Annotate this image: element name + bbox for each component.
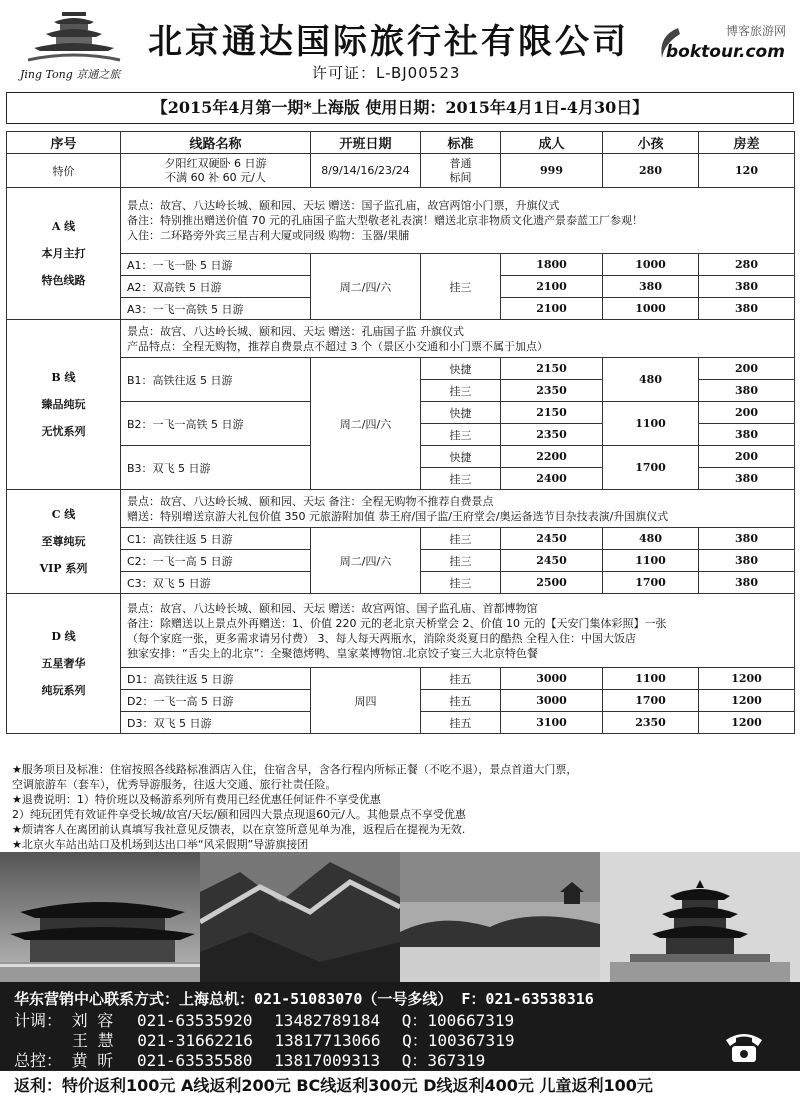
- company-name: 北京通达国际旅行社有限公司: [148, 22, 629, 62]
- photo-strip: [0, 852, 800, 982]
- a-desc-line2: 备注：特别推出赠送价值 70 元的孔庙国子监大型敬老礼表演！赠送北京非物质文化遗产景泰蓝工厂参观！: [127, 214, 643, 227]
- special-standard: [421, 154, 501, 188]
- room-diff: 1200: [699, 712, 795, 734]
- adult-price: 2500: [501, 572, 603, 594]
- standard: 挂三: [421, 528, 501, 550]
- contact-qq[interactable]: Q：100667319: [401, 1011, 515, 1030]
- child-price: 1100: [603, 550, 699, 572]
- standard: 挂三: [421, 468, 501, 490]
- temple-logo-icon: [24, 10, 124, 66]
- d-line-title: D 线: [51, 630, 76, 643]
- room-diff: 1200: [699, 668, 795, 690]
- contact-tel[interactable]: 021-63535580: [136, 1051, 253, 1070]
- table-row: [7, 528, 795, 550]
- child-price: 380: [603, 276, 699, 298]
- adult-price: 2150: [501, 402, 603, 424]
- b-line-subtitle2: 无忧系列: [41, 425, 86, 438]
- route-name: C1：高铁往返 5 日游: [121, 528, 311, 550]
- c-departure-days: 周二/四/六: [311, 528, 421, 594]
- standard: 挂五: [421, 712, 501, 734]
- col-header-route: 线路名称: [121, 132, 311, 154]
- a-line-description: [121, 188, 795, 254]
- contact-row: [14, 1048, 485, 1071]
- contact-role: 计调：: [14, 1011, 63, 1030]
- route-name: A1：一飞一卧 5 日游: [121, 254, 311, 276]
- special-standard-line1: 普通: [449, 156, 472, 170]
- route-name: A3：一飞一高铁 5 日游: [121, 298, 311, 320]
- room-diff: 380: [699, 528, 795, 550]
- standard: 挂三: [421, 424, 501, 446]
- a-departure-days: 周二/四/六: [311, 254, 421, 320]
- issue-notice: 【2015年4月第一期*上海版 使用日期：2015年4月1日-4月30日】: [6, 92, 794, 124]
- col-header-adult: 成人: [501, 132, 603, 154]
- room-diff: 380: [699, 276, 795, 298]
- contact-person: 刘 容: [71, 1011, 114, 1030]
- c-line-title: C 线: [51, 508, 76, 521]
- d-line-label: [7, 594, 121, 734]
- child-price: 2350: [603, 712, 699, 734]
- standard: 挂三: [421, 572, 501, 594]
- contact-mobile[interactable]: 13817009313: [274, 1051, 381, 1070]
- route-name: B3：双飞 5 日游: [121, 446, 311, 490]
- c-line-subtitle1: 至尊纯玩: [41, 535, 86, 548]
- room-diff: 380: [699, 468, 795, 490]
- contact-role: 总控：: [14, 1051, 63, 1070]
- room-diff: 200: [699, 446, 795, 468]
- adult-price: 3100: [501, 712, 603, 734]
- brand-website: boktour.com: [666, 42, 785, 62]
- child-price: 480: [603, 528, 699, 550]
- route-name: D2：一飞一高 5 日游: [121, 690, 311, 712]
- note-refund-1: ★退费说明：1）特价班以及畅游系列所有费用已经优惠任何证件不享受优惠: [12, 793, 381, 806]
- b-line-desc-row: [7, 320, 795, 358]
- standard: 挂三: [421, 550, 501, 572]
- license-number: 许可证：L-BJ00523: [312, 64, 461, 82]
- adult-price: 2150: [501, 358, 603, 380]
- contact-mobile[interactable]: 13482789184: [274, 1011, 381, 1030]
- d-desc-line3: （每个家庭一张，更多需求请另付费） 3、每人每天两瓶水，消除炎炎夏日的酷热 全程入住：中国大饭店: [127, 631, 636, 645]
- adult-price: 2450: [501, 528, 603, 550]
- room-diff: 200: [699, 358, 795, 380]
- note-service-standard: ★服务项目及标准：住宿按照各线路标准酒店入住，住宿含早，含各行程内所标正餐（不吃不退），景点首道大门票，: [12, 763, 578, 776]
- route-name: B1：高铁往返 5 日游: [121, 358, 311, 402]
- d-departure-days: 周四: [311, 668, 421, 734]
- note-service-standard-cont: 空调旅游车（套车），优秀导游服务，往返大交通、旅行社责任险。: [12, 778, 337, 791]
- contact-title: 华东营销中心联系方式：上海总机：021-51083070（一号多线） F：021-63538316: [14, 990, 594, 1008]
- child-price: 1700: [603, 446, 699, 490]
- child-price: 1100: [603, 402, 699, 446]
- adult-price: 1800: [501, 254, 603, 276]
- standard: 挂五: [421, 668, 501, 690]
- d-desc-line1: 景点：故宫、八达岭长城、颐和园、天坛 赠送：故宫两馆、国子监孔庙、首都博物馆: [127, 601, 538, 615]
- b-line-description: [121, 320, 795, 358]
- special-room-diff: 120: [699, 154, 795, 188]
- adult-price: 2100: [501, 276, 603, 298]
- table-row: [7, 254, 795, 276]
- room-diff: 280: [699, 254, 795, 276]
- a-line-label: [7, 188, 121, 320]
- room-diff: 1200: [699, 690, 795, 712]
- b-line-title: B 线: [51, 371, 76, 384]
- d-line-description: [121, 594, 795, 668]
- contact-mobile[interactable]: 13817713066: [274, 1031, 381, 1050]
- route-name: C2：一飞一高 5 日游: [121, 550, 311, 572]
- adult-price: 2100: [501, 298, 603, 320]
- contact-person: 黄 昕: [71, 1051, 114, 1070]
- contact-qq[interactable]: Q：367319: [401, 1051, 486, 1070]
- b-desc-line1: 景点：故宫、八达岭长城、颐和园、天坛 赠送：孔庙国子监 升旗仪式: [127, 324, 464, 338]
- special-dates: 8/9/14/16/23/24: [311, 154, 421, 188]
- standard: 挂五: [421, 690, 501, 712]
- b-line-label: [7, 320, 121, 490]
- d-line-subtitle1: 五星奢华: [41, 657, 86, 670]
- child-price: 1700: [603, 572, 699, 594]
- child-price: 480: [603, 358, 699, 402]
- adult-price: 2450: [501, 550, 603, 572]
- contact-tel[interactable]: 021-31662216: [137, 1031, 253, 1050]
- child-price: 1000: [603, 298, 699, 320]
- special-standard-line2: 标间: [449, 170, 472, 184]
- adult-price: 2200: [501, 446, 603, 468]
- a-standard: 挂三: [421, 254, 501, 320]
- service-notes: [12, 762, 792, 852]
- standard: 挂三: [421, 380, 501, 402]
- photo-temple-of-heaven: [600, 852, 800, 982]
- adult-price: 2350: [501, 424, 603, 446]
- logo-text: Jing Tong 京通之旅: [20, 68, 121, 81]
- room-diff: 380: [699, 380, 795, 402]
- contact-person: 王 慧: [72, 1031, 114, 1050]
- a-line-subtitle2: 特色线路: [41, 274, 86, 287]
- special-route: [121, 154, 311, 188]
- price-table: [6, 131, 795, 734]
- contact-section: [0, 982, 800, 1070]
- standard: 快捷: [421, 358, 501, 380]
- photo-forbidden-city: [0, 852, 200, 982]
- c-line-desc-row: [7, 490, 795, 528]
- special-adult-price: 999: [501, 154, 603, 188]
- d-desc-line2: 备注：除赠送以上景点外再赠送：1、价值 220 元的老北京天桥堂会 2、价值 10 元的【天安门集体彩照】一张: [127, 616, 667, 630]
- d-desc-line4: 独家安排：“舌尖上的北京”：全聚德烤鸭、皇家菜博物馆.北京饺子宴三大北京特色餐: [127, 646, 538, 660]
- standard: 快捷: [421, 402, 501, 424]
- col-header-no: 序号: [7, 132, 121, 154]
- photo-great-wall: [200, 852, 400, 982]
- header: [0, 0, 800, 92]
- adult-price: 2350: [501, 380, 603, 402]
- contact-qq[interactable]: Q：100367319: [402, 1031, 515, 1050]
- a-desc-line3: 入住：二环路旁外宾三星吉利大厦或同级 购物：玉器/果脯: [127, 229, 410, 242]
- route-name: B2：一飞一高铁 5 日游: [121, 402, 311, 446]
- a-desc-line1: 景点：故宫、八达岭长城、颐和园、天坛 赠送：国子监孔庙，故宫两馆小门票，升旗仪式: [127, 199, 560, 212]
- brand-chinese-name: 博客旅游网: [725, 24, 786, 38]
- adult-price: 3000: [501, 668, 603, 690]
- adult-price: 2400: [501, 468, 603, 490]
- col-header-standard: 标准: [421, 132, 501, 154]
- room-diff: 200: [699, 402, 795, 424]
- child-price: 1100: [603, 668, 699, 690]
- route-name: C3：双飞 5 日游: [121, 572, 311, 594]
- special-label: 特价: [7, 154, 121, 188]
- table-row: [7, 358, 795, 380]
- rebate-bar: 返利：特价返利100元 A线返利200元 BC线返利300元 D线返利400元 儿童返利100元: [0, 1070, 800, 1100]
- a-line-title: A 线: [51, 220, 76, 233]
- b-line-subtitle1: 臻品纯玩: [41, 398, 86, 411]
- adult-price: 3000: [501, 690, 603, 712]
- table-header-row: [7, 132, 795, 154]
- child-price: 1000: [603, 254, 699, 276]
- note-feedback: ★烦请客人在离团前认真填写我社意见反馈表，以在京签所意见单为准，返程后在提视为无效.: [12, 823, 466, 836]
- col-header-room-diff: 房差: [699, 132, 795, 154]
- route-name: D1：高铁往返 5 日游: [121, 668, 311, 690]
- d-line-subtitle2: 纯玩系列: [41, 684, 86, 697]
- col-header-child: 小孩: [603, 132, 699, 154]
- note-pickup: ★北京火车站出站口及机场到达出口举“风采假期”导游旗接团: [12, 838, 309, 851]
- c-desc-line1: 景点：故宫、八达岭长城、颐和园、天坛 备注：全程无购物不推荐自费景点: [127, 494, 494, 508]
- room-diff: 380: [699, 298, 795, 320]
- contact-tel[interactable]: 021-63535920: [136, 1011, 253, 1030]
- a-line-desc-row: [7, 188, 795, 254]
- standard: 快捷: [421, 446, 501, 468]
- a-line-subtitle1: 本月主打: [41, 247, 86, 260]
- special-route-note: 不满 60 补 60 元/人: [165, 170, 266, 184]
- d-line-desc-row: [7, 594, 795, 668]
- room-diff: 380: [699, 572, 795, 594]
- route-name: A2：双高铁 5 日游: [121, 276, 311, 298]
- special-route-name: 夕阳红双硬卧 6 日游: [164, 156, 267, 170]
- special-child-price: 280: [603, 154, 699, 188]
- c-desc-line2: 赠送：特别增送京游大礼包价值 350 元旅游附加值 恭王府/国子监/王府堂会/奥运备选节目杂技表演/升国旗仪式: [127, 509, 669, 523]
- route-name: D3：双飞 5 日游: [121, 712, 311, 734]
- company-logo: [14, 10, 134, 80]
- c-line-label: [7, 490, 121, 594]
- col-header-dates: 开班日期: [311, 132, 421, 154]
- room-diff: 380: [699, 550, 795, 572]
- table-row-special: [7, 154, 795, 188]
- note-refund-2: 2）纯玩团凭有效证件享受长城/故宫/天坛/颐和园四大景点现退60元/人。其他景点不享受优惠: [12, 808, 466, 821]
- b-desc-line2: 产品特点：全程无购物，推荐自费景点不超过 3 个（景区小交通和小门票不属于加点）: [127, 339, 548, 353]
- photo-summer-palace: [400, 852, 600, 982]
- c-line-description: [121, 490, 795, 528]
- room-diff: 380: [699, 424, 795, 446]
- b-departure-days: 周二/四/六: [311, 358, 421, 490]
- c-line-subtitle2: VIP 系列: [39, 562, 88, 575]
- telephone-icon: [724, 1030, 764, 1064]
- child-price: 1700: [603, 690, 699, 712]
- table-row: [7, 668, 795, 690]
